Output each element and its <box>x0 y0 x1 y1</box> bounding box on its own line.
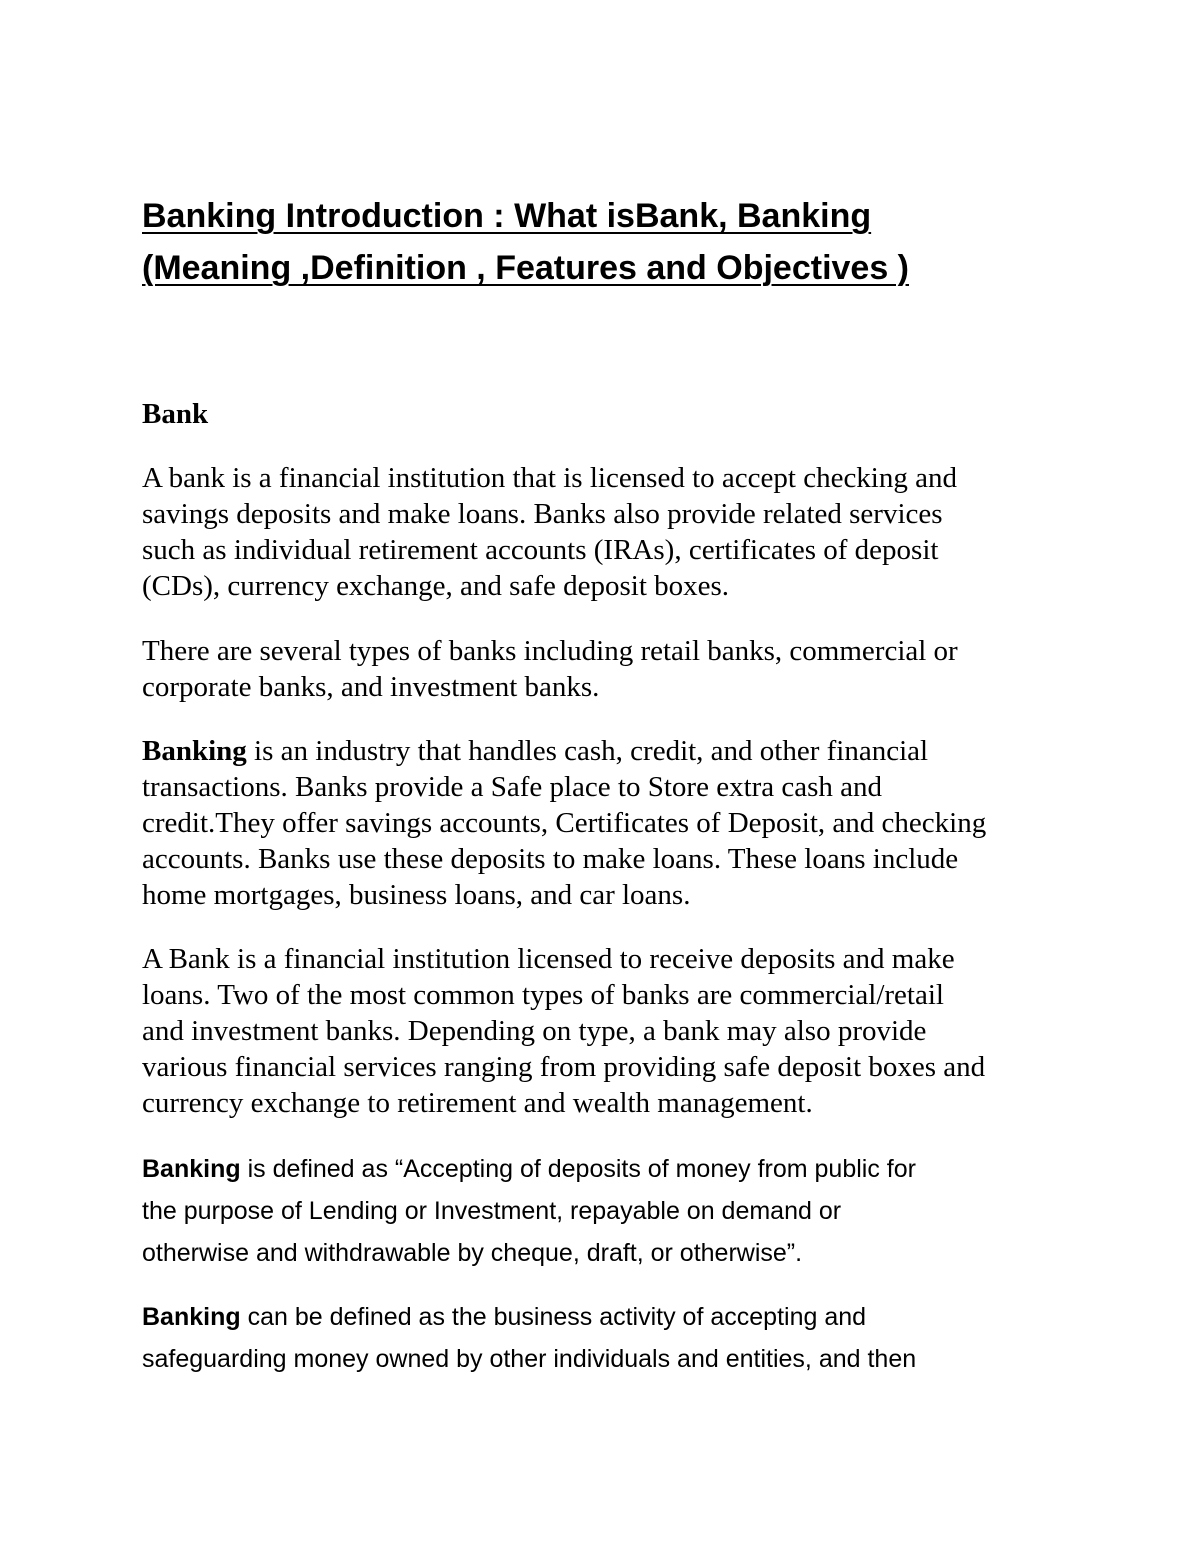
text-line: savings deposits and make loans. Banks also provide related services <box>142 498 943 530</box>
text-line: (CDs), currency exchange, and safe deposit boxes. <box>142 570 730 602</box>
text-line: A Bank is a financial institution licensed to receive deposits and make <box>142 943 955 975</box>
title-line: (Meaning ,Definition , Features and Objectives ) <box>142 249 910 287</box>
document-title <box>142 190 1102 294</box>
text-line: the purpose of Lending or Investment, repayable on demand or <box>142 1197 842 1225</box>
text-line: home mortgages, business loans, and car loans. <box>142 879 691 911</box>
text-line: loans. Two of the most common types of banks are commercial/retail <box>142 979 944 1011</box>
text-fragment: can be defined as the business activity of accepting and <box>240 1303 867 1331</box>
paragraph-banking-defined <box>142 1148 1082 1274</box>
text-line: various financial services ranging from providing safe deposit boxes and <box>142 1051 986 1083</box>
text-line: safeguarding money owned by other individuals and entities, and then <box>142 1345 917 1373</box>
text-line: There are several types of banks including retail banks, commercial or <box>142 635 958 667</box>
bold-term: Banking <box>142 1155 241 1183</box>
text-line <box>142 733 1082 769</box>
text-line: accounts. Banks use these deposits to make loans. These loans include <box>142 843 959 875</box>
text-line <box>142 1296 1082 1338</box>
text-line: credit.They offer savings accounts, Certificates of Deposit, and checking <box>142 807 987 839</box>
bold-term: Banking <box>142 1303 241 1331</box>
text-line: corporate banks, and investment banks. <box>142 671 600 703</box>
paragraph-bank-licensed <box>142 941 1082 1121</box>
paragraph-bank-types <box>142 633 1082 705</box>
text-line: transactions. Banks provide a Safe place to Store extra cash and <box>142 771 883 803</box>
text-fragment: is an industry that handles cash, credit, and other financial <box>246 735 929 767</box>
bold-term: Banking <box>142 735 247 767</box>
text-line <box>142 1148 1082 1190</box>
text-fragment: is defined as “Accepting of deposits of money from public for <box>240 1155 916 1183</box>
paragraph-bank-definition <box>142 460 1082 604</box>
paragraph-banking-industry <box>142 733 1082 913</box>
text-line: otherwise and withdrawable by cheque, draft, or otherwise”. <box>142 1239 803 1267</box>
text-line: and investment banks. Depending on type, a bank may also provide <box>142 1015 927 1047</box>
text-line: currency exchange to retirement and wealth management. <box>142 1087 813 1119</box>
section-heading-bank: Bank <box>142 398 209 430</box>
paragraph-banking-business-activity <box>142 1296 1082 1380</box>
text-line: A bank is a financial institution that is licensed to accept checking and <box>142 462 957 494</box>
title-line: Banking Introduction : What isBank, Banking <box>142 197 872 235</box>
text-line: such as individual retirement accounts (IRAs), certificates of deposit <box>142 534 939 566</box>
